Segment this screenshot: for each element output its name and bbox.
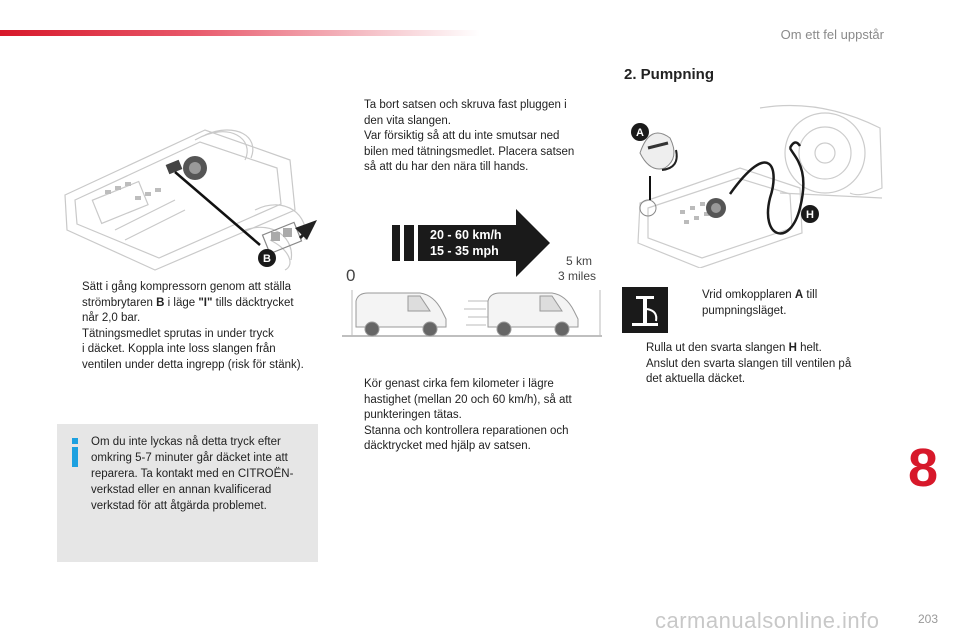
label-b: B [263,253,271,265]
text-line: Kör genast cirka fem kilometer i lägre [364,378,554,390]
text-line: den vita slangen. [364,114,451,127]
text-line: når 2,0 bar. [82,312,141,324]
van-start-icon [356,293,446,336]
text-line: Sätt i gång kompressorn genom att ställa [82,281,292,293]
section-title: 2. Pumpning [624,66,714,83]
text-line [82,296,325,312]
speed-mph: 15 - 35 mph [430,244,499,258]
direction-arrow-icon [426,209,550,277]
text-line: verkstad för att åtgärda problemet. [91,500,267,512]
text-span: Vrid omkopplaren [702,289,795,301]
text-line: hastighet (mellan 20 och 60 km/h), så att [364,393,572,406]
label-h: H [806,209,814,221]
text-line: så att du har den nära till hands. [364,161,529,173]
info-icon [71,438,79,466]
page-number: 203 [917,612,938,626]
text-line: i däcket. Koppla inte loss slangen från [82,343,276,355]
text-span: i läge [164,296,199,309]
switch-b-label: B [156,296,165,309]
label-a: A [636,127,644,139]
distance-miles: 3 miles [558,269,597,283]
hose-h-label: H [788,342,797,354]
text-span: till [803,289,818,301]
position-i-label: "I" [198,296,213,309]
pump-hose-illustration [620,98,888,268]
van-moving-icon [488,293,578,336]
pump-mode-icon [622,287,668,333]
text-line: ventilen under detta ingrepp (risk för stänk). [82,358,304,371]
drive-speed-illustration [338,205,606,343]
header-accent-bar [0,30,480,36]
text-span: tills däcktrycket [212,296,294,309]
motion-lines [464,301,488,325]
right-instruction-1 [680,288,870,319]
compressor-switch-illustration [55,100,320,272]
mid-instruction-2 [342,377,602,455]
text-line: däcktrycket med hjälp av satsen. [364,440,531,452]
text-line: punkteringen tätas. [364,409,462,421]
speed-kmh: 20 - 60 km/h [430,228,502,242]
text-span: strömbrytaren [82,296,157,309]
text-line: Tätningsmedlet sprutas in under tryck [82,327,274,340]
right-instruction-2 [624,341,884,388]
distance-km: 5 km [566,254,593,268]
text-line: Stanna och kontrollera reparationen och [364,424,569,437]
text-line: omkring 5-7 minuter går däcket inte att [91,452,288,464]
text-line: Ta bort satsen och skruva fast pluggen i [364,99,567,111]
watermark: carmanualsonline.info [655,608,880,633]
text-line [702,288,870,304]
info-box [57,424,318,562]
text-span: helt. [796,342,822,354]
text-line: Anslut den svarta slangen till ventilen på [646,357,852,370]
text-line: Var försiktig så att du inte smutsar ned [364,130,560,142]
switch-a-label: A [794,289,804,301]
distance-start: 0 [346,266,356,285]
info-text [91,434,311,514]
text-line: pumpningsläget. [702,304,787,317]
page-header-title: Om ett fel uppstår [780,27,884,42]
left-instruction [60,280,325,373]
mid-instruction-1 [342,98,602,176]
text-line: verkstad eller en annan kvalificerad [91,484,272,496]
text-line: bilen med tätningsmedlet. Placera satsen [364,145,575,158]
text-span: Rulla ut den svarta slangen [646,342,789,354]
chapter-number: 8 [907,438,938,498]
text-line: reparera. Ta kontakt med en CITROËN- [91,468,294,480]
text-line [646,341,884,357]
text-line: det aktuella däcket. [646,373,746,385]
text-line: Om du inte lyckas nå detta tryck efter [91,436,281,448]
